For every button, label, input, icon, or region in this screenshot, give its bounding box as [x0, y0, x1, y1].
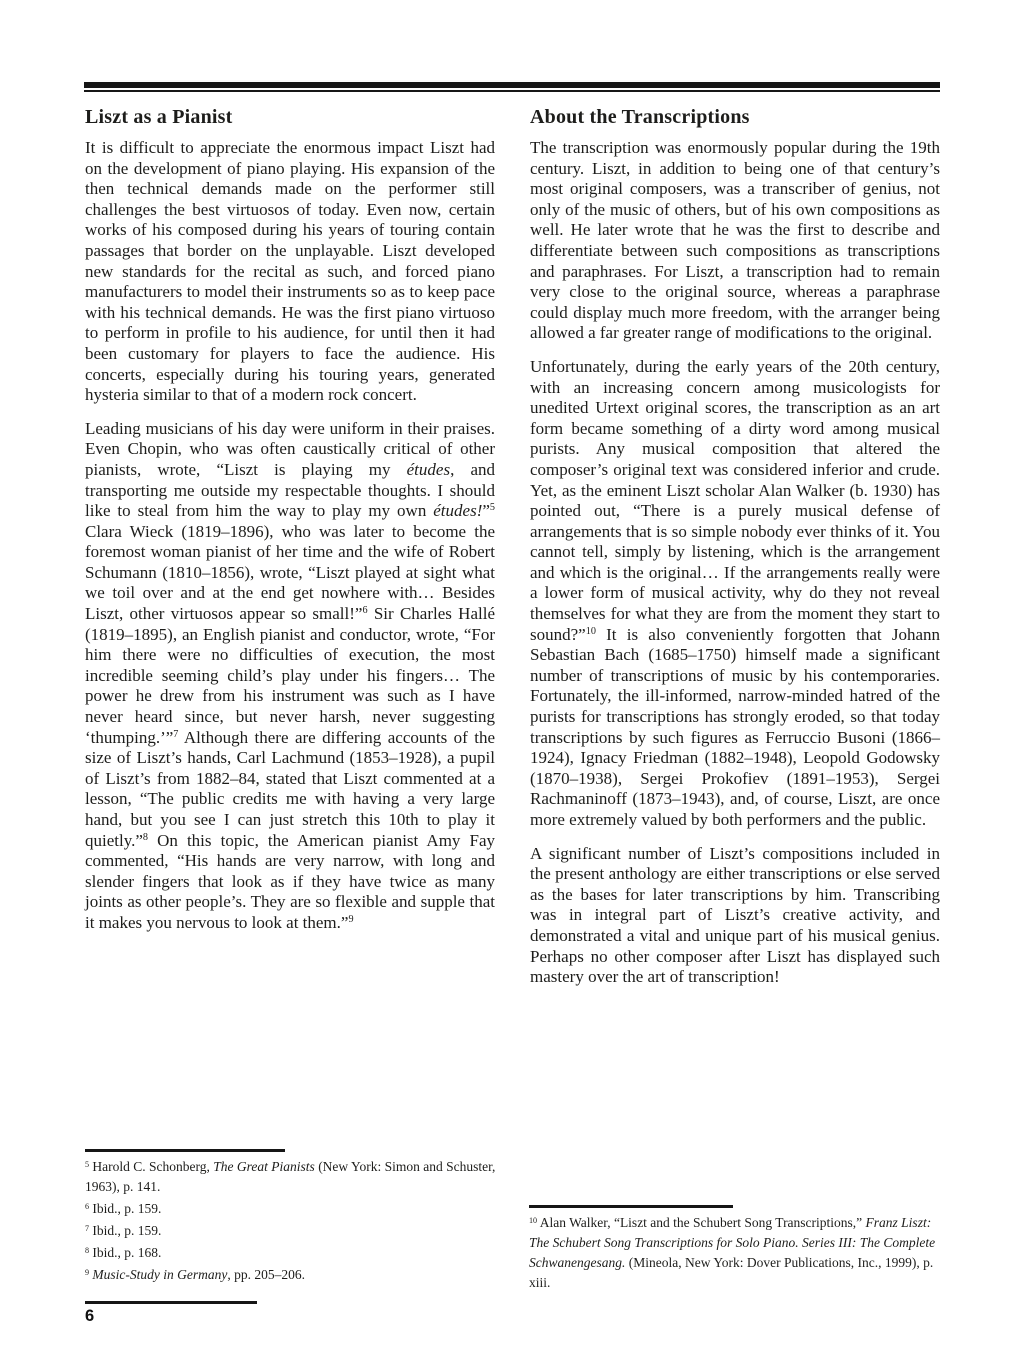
footnote-6: $^6$ Ibid., p. 159. — [85, 1201, 162, 1216]
footnote-separator-rule — [85, 1149, 285, 1152]
left-column-heading: Liszt as a Pianist — [85, 106, 233, 128]
header-rule-thin — [84, 90, 940, 92]
footnote-separator-rule — [529, 1205, 733, 1208]
left-column — [85, 106, 495, 947]
page-number-block — [85, 1301, 257, 1326]
left-footnotes — [85, 1149, 497, 1287]
right-footnotes — [529, 1205, 941, 1295]
left-paragraph-1: It is difficult to appreciate the enormous impact Liszt had on the development of piano playing. His expansion of the then technical demands made on the performer still challenges the best virtuosos of today. Even now, certain works of his composed during his years of touring contain passages that border on the unplayable. Liszt developed new standards for the recital as such, and forced piano manufacturers to model their instruments so as to keep pace with his technical demands. He was the first piano virtuoso to perform in profile to his audience, for until then it had been customary for players to face the audience. His concerts, especially during his touring years, generated hysteria similar to that of a modern rock concert. — [85, 138, 495, 405]
right-column — [530, 106, 940, 1001]
footnote-5: $^5$ Harold C. Schonberg, The Great Pianists (New York: Simon and Schuster, 1963), p. 141. — [85, 1159, 496, 1194]
footnote-7: $^7$ Ibid., p. 159. — [85, 1223, 162, 1238]
footnote-9: $^9$ Music-Study in Germany, pp. 205–206. — [85, 1267, 306, 1282]
page-number-rule — [85, 1301, 257, 1304]
left-paragraph-2: Leading musicians of his day were uniform in their praises. Even Chopin, who was often caustically critical of other pianists, wrote, “Liszt is playing my études, and transporting me outside my respectable thoughts. I should like to steal from him the way to play my own études!”$^5$ Clara Wieck (1819–1896), who was later to become the foremost woman pianist of her time and the wife of Robert Schumann (1810–1856), wrote, “Liszt played at sight what we toil over and at the end get nowhere with… Besides Liszt, other virtuosos appear so small!”$^6$ Sir Charles Hallé (1819–1895), an English pianist and conductor, wrote, “For him there were no difficulties of execution, the most incredible seeming child’s play under his fingers… The power he drew from his instrument was such as I have never heard since, but never harsh, never suggesting ‘thumping.’”$^7$ Although there are differing accounts of the size of Liszt’s hands, Carl Lachmund (1853–1928), a pupil of Liszt’s from 1882–84, stated that Liszt commented at a lesson, “The public credits me with having a very large hand, but you see I can just stretch this 10th to play it quietly.”$^8$ On this topic, the American pianist Amy Fay commented, “His hands are very narrow, with long and slender fingers that look as if they have twice as many joints as other people’s. They are so flexible and supple that it makes you nervous to look at them.”$^9$ — [85, 418, 496, 932]
footnote-10: $^{10}$ Alan Walker, “Liszt and the Schubert Song Transcriptions,” Franz Liszt: The Schubert Song Transcriptions for Solo Piano. Series III: The Complete Schwanengesang. (Mineola, New York: Dover Publications, Inc., 1999), p. xiii. — [529, 1215, 936, 1290]
footnote-8: $^8$ Ibid., p. 168. — [85, 1245, 162, 1260]
right-paragraph-3: A significant number of Liszt’s compositions included in the present anthology are either transcriptions or else served as the bases for later transcriptions by him. Transcribing was in integral part of Liszt’s creative activity, and demonstrated a vital and unique part of his musical genius. Perhaps no other composer after Liszt has displayed such mastery over the art of transcription! — [530, 843, 940, 987]
right-paragraph-2: Unfortunately, during the early years of the 20th century, with an increasing concern among musicologists for unedited Urtext original scores, the transcription as an art form became something of a dirty word among musical purists. Any musical composition that altered the composer’s original text was considered inferior and crude. Yet, as the eminent Liszt scholar Alan Walker (b. 1930) has pointed out, “There is a purely musical defense of arrangements that is so simple nobody ever thinks of it. You cannot tell, simply by listening, which is the arrangement and which is the original… If the arrangements really were a lower form of musical activity, why do they not reveal themselves for what they are from the moment they start to sound?”$^{10}$ It is also conveniently forgotten that Johann Sebastian Bach (1685–1750) himself made a significant number of transcriptions of music by his contemporaries. Fortunately, the ill-informed, narrow-minded hatred of the purists for transcriptions has strongly eroded, so that today transcriptions by such figures as Ferruccio Busoni (1866–1924), Ignacy Friedman (1882–1948), Leopold Godowsky (1870–1938), Sergei Prokofiev (1891–1953), Sergei Rachmaninoff (1873–1943), and, of course, Liszt, are once more extremely valued by both performers and the public. — [530, 356, 940, 829]
right-paragraph-1: The transcription was enormously popular during the 19th century. Liszt, in addition to being one of that century’s most original composers, was a transcriber of genius, not only of the music of others, but of his own compositions as well. He later wrote that he was the first to describe and differentiate between such compositions as transcriptions and paraphrases. For Liszt, a transcription had to remain very close to the original source, whereas a paraphrase could display much more freedom, with the arranger being allowed a far greater range of modifications to the original. — [530, 138, 940, 343]
header-double-rule — [84, 82, 940, 92]
page-number: 6 — [85, 1307, 95, 1325]
right-column-heading: About the Transcriptions — [530, 106, 750, 128]
header-rule-thick — [84, 82, 940, 88]
